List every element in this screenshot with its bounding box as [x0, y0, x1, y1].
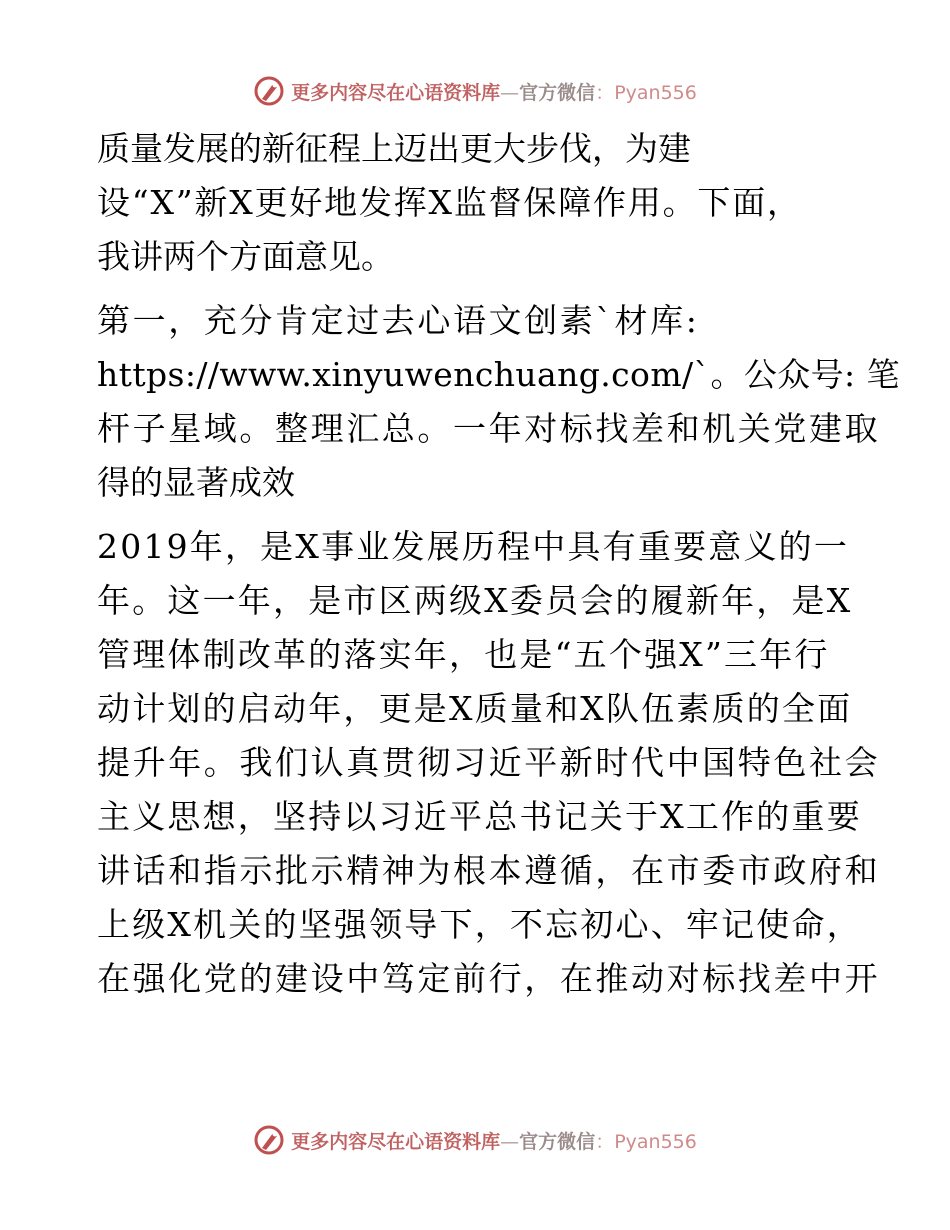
paragraph-3	[97, 520, 881, 1006]
text-line: 在强化党的建设中笃定前行，在推动对标找差中开	[97, 959, 881, 998]
text-line: 得的显著成效	[97, 463, 295, 502]
banner-site: 更多内容尽在心语资料库	[291, 81, 501, 104]
banner-dash: —	[500, 81, 520, 104]
text-line: 设“X”新X更好地发挥X监督保障作用。下面，	[97, 183, 802, 222]
text-line: 2019年，是X事业发展历程中具有重要意义的一	[97, 527, 850, 566]
text-line: 我讲两个方面意见。	[97, 237, 394, 276]
pen-logo-icon	[253, 1124, 285, 1156]
text-line: 杆子星域。整理汇总。一年对标找差和机关党建取	[97, 409, 881, 448]
banner-site: 更多内容尽在心语资料库	[291, 1130, 501, 1153]
text-line: 管理体制改革的落实年，也是“五个强X”三年行	[97, 635, 830, 674]
text-line: 第一，充分肯定过去心语文创素`材库:	[97, 301, 700, 340]
banner-dash: —	[500, 1130, 520, 1153]
text-line: 讲话和指示批示精神为根本遵循，在市委市政府和	[97, 851, 881, 890]
footer-banner	[0, 1120, 950, 1160]
text-line: 动计划的启动年，更是X质量和X队伍素质的全面	[97, 689, 853, 728]
text-line: 提升年。我们认真贯彻习近平新时代中国特色社会	[97, 743, 881, 782]
paragraph-2	[97, 294, 900, 510]
banner-wechat-label: 官方微信	[519, 81, 596, 104]
pen-logo-icon	[253, 75, 285, 107]
banner-text	[291, 1127, 697, 1154]
header-banner	[0, 71, 950, 111]
text-line: 上级X机关的坚强领导下，不忘初心、牢记使命，	[97, 905, 862, 944]
text-line: 主义思想，坚持以习近平总书记关于X工作的重要	[97, 797, 862, 836]
banner-wechat-id: ：Pyan556	[595, 81, 697, 104]
banner-wechat-label: 官方微信	[519, 1130, 596, 1153]
banner-wechat-id: ：Pyan556	[595, 1130, 697, 1153]
document-body	[97, 122, 900, 1006]
banner-text	[291, 78, 697, 105]
text-line: https://www.xinyuwenchuang.com/`。公众号: 笔	[97, 355, 900, 394]
text-line: 质量发展的新征程上迈出更大步伐，为建	[97, 129, 691, 168]
text-line: 年。这一年，是市区两级X委员会的履新年，是X	[97, 581, 853, 620]
paragraph-1	[97, 122, 857, 284]
